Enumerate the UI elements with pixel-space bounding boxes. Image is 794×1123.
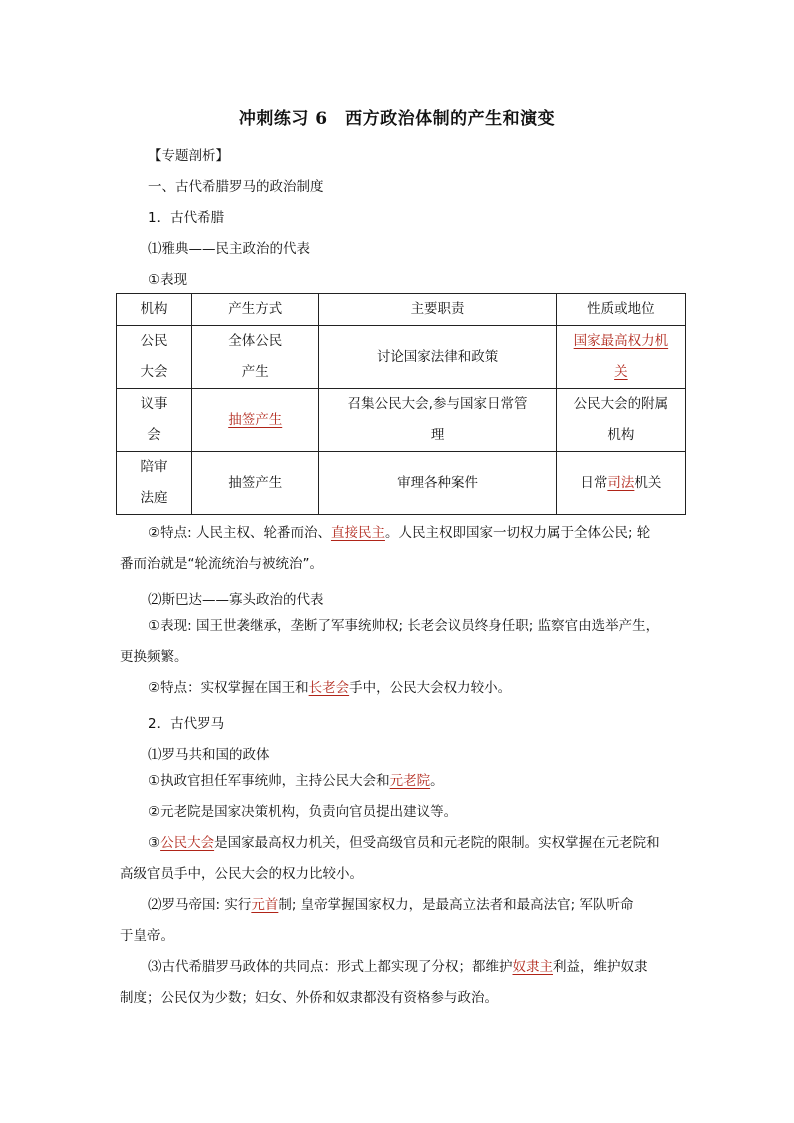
table-header-row [117, 294, 686, 326]
highlighted-term: 国家最高权力机 [573, 333, 669, 349]
heading-roman-republic: ⑴罗马共和国的政体 [148, 747, 270, 763]
table-header-cell: 性质或地位 [556, 294, 685, 326]
athens-features-paragraph: ②特点: 人民主权、轮番而治、直接民主。人民主权即国家一切权力属于全体公民; 轮 番而治就是“轮流统治与被统治”。 [120, 525, 651, 572]
table-cell: 日常司法机关 [556, 452, 685, 515]
senate-paragraph: ②元老院是国家决策机构，负责向官员提出建议等。 [148, 804, 458, 820]
highlighted-term: 元老院 [389, 773, 431, 789]
table-cell: 审理各种案件 [319, 452, 556, 515]
table-cell: 公民 大会 [117, 326, 192, 389]
table-row [117, 389, 686, 452]
assembly-paragraph: ③公民大会是国家最高权力机关，但受高级官员和元老院的限制。实权掌握在元老院和 高级官员手中，公民大会的权力比较小。 [120, 835, 660, 882]
table-cell [556, 326, 685, 389]
heading-sparta: ⑵斯巴达——寡头政治的代表 [148, 592, 324, 608]
table-cell: 抽签产生 [192, 452, 319, 515]
consul-paragraph: ①执政官担任军事统帅，主持公民大会和元老院。 [148, 773, 444, 789]
sparta-features-paragraph: ②特点：实权掌握在国王和长老会手中，公民大会权力较小。 [148, 680, 512, 696]
table-cell: 全体公民 产生 [192, 326, 319, 389]
table-cell: 公民大会的附属 机构 [556, 389, 685, 452]
sparta-manifestation-paragraph: ①表现: 国王世袭继承，垄断了军事统帅权; 长老会议员终身任职; 监察官由选举产生， 更换频繁。 [120, 618, 660, 665]
highlighted-term: 抽签产生 [228, 411, 283, 428]
table-header-cell: 主要职责 [319, 294, 556, 326]
highlighted-term: 元首 [251, 897, 279, 913]
highlighted-term: 公民大会 [160, 835, 215, 851]
page-title: 冲刺练习 6 西方政治体制的产生和演变 [238, 109, 556, 129]
highlighted-term: 关 [614, 364, 628, 380]
highlighted-term: 奴隶主 [512, 959, 553, 975]
table-row [117, 326, 686, 389]
heading-ancient-greece-rome: 一、古代希腊罗马的政治制度 [148, 179, 324, 195]
athens-institutions-table [116, 293, 686, 515]
roman-empire-paragraph: ⑵罗马帝国: 实行元首制; 皇帝掌握国家权力，是最高立法者和最高法官; 军队听命 于皇帝。 [120, 897, 634, 944]
highlighted-term: 直接民主 [330, 525, 385, 541]
highlighted-term: 司法 [607, 474, 635, 491]
section-header: 【专题剖析】 [148, 148, 229, 164]
heading-ancient-rome: 2．古代罗马 [148, 716, 225, 732]
table-header-cell: 产生方式 [192, 294, 319, 326]
heading-ancient-greece: 1．古代希腊 [148, 210, 225, 226]
common-features-paragraph: ⑶古代希腊罗马政体的共同点：形式上都实现了分权；都维护奴隶主利益，维护奴隶 制度；公民仅为少数；妇女、外侨和奴隶都没有资格参与政治。 [120, 959, 648, 1006]
heading-manifestation: ①表现 [148, 272, 188, 288]
table-cell: 召集公民大会,参与国家日常管 理 [319, 389, 556, 452]
table-cell [192, 389, 319, 452]
heading-athens: ⑴雅典——民主政治的代表 [148, 241, 310, 257]
table-row [117, 452, 686, 515]
table-cell: 议事 会 [117, 389, 192, 452]
table-cell: 陪审 法庭 [117, 452, 192, 515]
table-header-cell: 机构 [117, 294, 192, 326]
table-cell: 讨论国家法律和政策 [319, 326, 556, 389]
highlighted-term: 长老会 [308, 680, 350, 696]
